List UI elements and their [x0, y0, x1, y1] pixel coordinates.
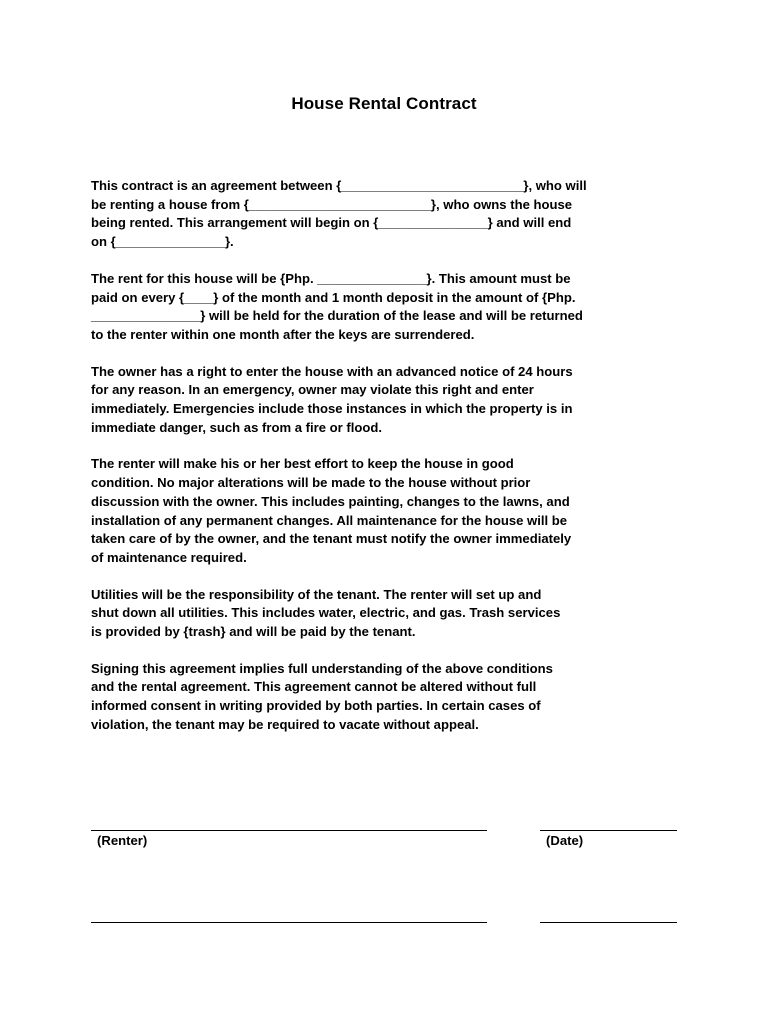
text-line: condition. No major alterations will be made to the house without prior: [91, 475, 531, 491]
text-line: to the renter within one month after the keys are surrendered.: [91, 326, 475, 342]
text-line: _______________} will be held for the duration of the lease and will be returned: [91, 308, 583, 324]
text-line: for any reason. In an emergency, owner may violate this right and enter: [91, 382, 534, 398]
paragraph-utilities: [91, 586, 691, 642]
text-line: shut down all utilities. This includes water, electric, and gas. Trash services: [91, 605, 561, 621]
text-line: is provided by {trash} and will be paid by the tenant.: [91, 624, 416, 640]
paragraph-agreement-parties: [91, 177, 691, 252]
text-line: taken care of by the owner, and the tenant must notify the owner immediately: [91, 531, 572, 547]
text-line: The owner has a right to enter the house with an advanced notice of 24 hours: [91, 363, 573, 379]
paragraph-signing: [91, 660, 691, 735]
second-signature-line: [91, 922, 487, 923]
text-line: be renting a house from {_________________________}, who owns the house: [91, 196, 573, 212]
text-line: immediately. Emergencies include those instances in which the property is in: [91, 401, 573, 417]
text-line: installation of any permanent changes. All maintenance for the house will be: [91, 512, 568, 528]
text-line: Signing this agreement implies full understanding of the above conditions: [91, 660, 553, 676]
text-line: Utilities will be the responsibility of the tenant. The renter will set up and: [91, 586, 542, 602]
text-line: violation, the tenant may be required to vacate without appeal.: [91, 716, 479, 732]
contract-body: [91, 177, 691, 753]
text-line: discussion with the owner. This includes painting, changes to the lawns, and: [91, 493, 570, 509]
text-line: The renter will make his or her best effort to keep the house in good: [91, 456, 514, 472]
paragraph-owner-entry: [91, 363, 691, 438]
text-line: The rent for this house will be {Php. _______________}. This amount must be: [91, 270, 571, 286]
text-line: immediate danger, such as from a fire or flood.: [91, 419, 383, 435]
renter-signature-line: [91, 830, 487, 831]
text-line: on {_______________}.: [91, 234, 234, 250]
date-signature-line: [540, 830, 677, 831]
document-title: House Rental Contract: [291, 94, 477, 113]
paragraph-rent-terms: [91, 270, 691, 345]
text-line: of maintenance required.: [91, 549, 247, 565]
text-line: informed consent in writing provided by both parties. In certain cases of: [91, 698, 541, 714]
text-line: This contract is an agreement between {_________________________}, who will: [91, 178, 587, 193]
paragraph-maintenance: [91, 455, 691, 567]
date-label: (Date): [546, 833, 584, 848]
text-line: being rented. This arrangement will begin on {_______________} and will end: [91, 215, 572, 231]
text-line: paid on every {____} of the month and 1 month deposit in the amount of {Php.: [91, 289, 576, 305]
text-line: and the rental agreement. This agreement cannot be altered without full: [91, 679, 537, 695]
renter-label: (Renter): [97, 833, 148, 848]
second-date-line: [540, 922, 677, 923]
